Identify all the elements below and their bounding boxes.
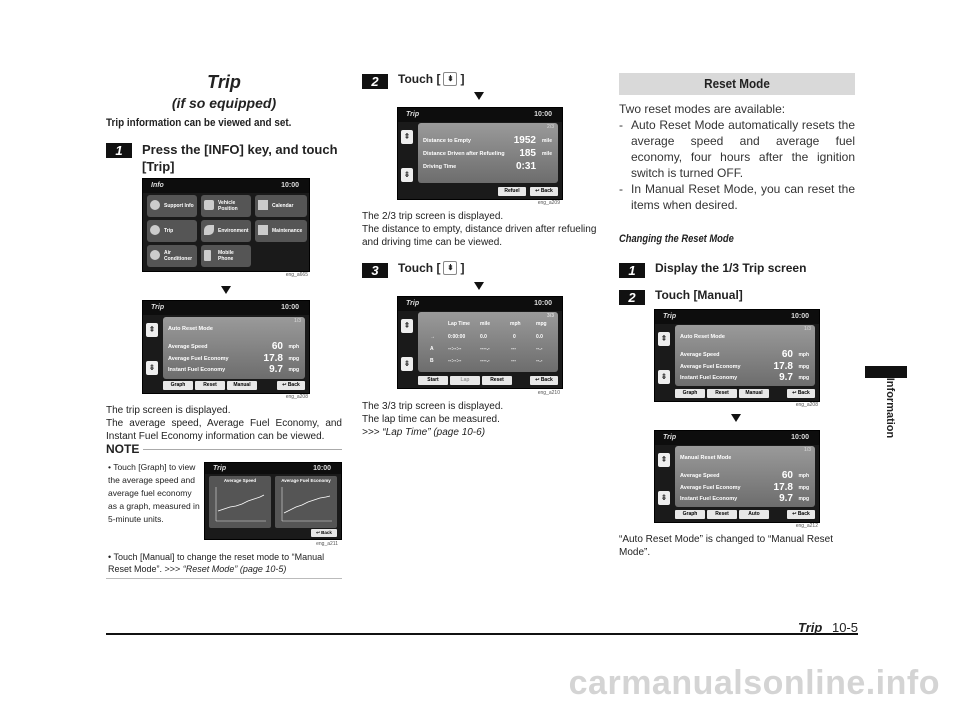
column-header: mile <box>480 321 491 327</box>
step-number: 2 <box>619 290 645 305</box>
back-label: Back <box>287 382 300 388</box>
scroll-up-button[interactable]: ⇞ <box>146 323 158 337</box>
column-header: mph <box>510 321 521 327</box>
refuel-button[interactable]: Refuel <box>498 187 526 196</box>
back-arrow-icon: ↩ <box>792 511 797 517</box>
screen-clock: 10:00 <box>281 304 299 311</box>
row-value: 9.7 <box>779 493 793 504</box>
row-value: 9.7 <box>269 364 283 375</box>
image-caption: eng_a208 <box>285 394 308 400</box>
paragraph: Two reset modes are available: <box>619 102 786 116</box>
row-label: Average Fuel Economy <box>168 356 229 362</box>
scroll-down-button[interactable]: ⇟ <box>658 491 670 505</box>
page-indicator: 3/3 <box>547 313 554 319</box>
row-unit: mpg <box>288 356 299 362</box>
row-label: Distance to Empty <box>423 138 471 144</box>
button-bar <box>675 510 769 519</box>
trip-info-panel <box>418 123 558 183</box>
note-text: Touch [Graph] to view the average speed and average fuel economy as a graph, measured in 5-minute units. <box>108 462 200 524</box>
manual-mode-description: “Auto Reset Mode” is changed to “Manual Reset Mode”. <box>619 534 833 558</box>
page-down-icon: ⇟ <box>443 261 457 275</box>
back-arrow-icon: ↩ <box>535 377 540 383</box>
table-cell: --- <box>511 358 516 364</box>
trip-info-panel <box>163 317 305 379</box>
note-label: NOTE <box>106 442 140 456</box>
graph-title: Average Fuel Economy <box>281 478 331 483</box>
side-tab-label: Information <box>884 377 896 439</box>
row-distance-after-refueling <box>418 148 558 159</box>
trip-screen-1-3 <box>142 300 310 394</box>
paragraph: The trip screen is displayed. <box>106 405 231 416</box>
table-row <box>418 358 558 367</box>
info-item-trip[interactable] <box>147 220 197 242</box>
back-button[interactable] <box>787 510 815 519</box>
screen-clock: 10:00 <box>534 111 552 118</box>
paragraph: The 2/3 trip screen is displayed. <box>362 211 504 222</box>
row-value: 17.8 <box>773 361 793 372</box>
down-arrow-icon <box>474 92 484 100</box>
row-label: Distance Driven after Refueling <box>423 151 505 157</box>
row-label: Average Fuel Economy <box>680 364 741 370</box>
screen-title: Trip <box>406 111 420 118</box>
graph-button[interactable]: Graph <box>675 510 705 519</box>
trip-screen-3-3 <box>397 296 563 389</box>
row-unit: mph <box>288 344 299 350</box>
footer-section: Trip <box>798 620 823 635</box>
info-item-air-conditioner[interactable] <box>147 245 197 267</box>
graph-button[interactable]: Graph <box>163 381 193 390</box>
info-item-label: Air Conditioner <box>164 250 193 262</box>
trip-screen-manual-reset <box>654 430 820 523</box>
table-cell: 0:00:00 <box>448 334 466 340</box>
subheading: Changing the Reset Mode <box>619 233 734 245</box>
back-label: Back <box>321 530 332 535</box>
image-caption: eng_a209 <box>537 200 560 206</box>
image-caption: eng_a212 <box>795 523 818 529</box>
down-arrow-icon <box>474 282 484 290</box>
lap-table-header <box>418 321 558 330</box>
lap-button[interactable]: Lap <box>450 376 480 385</box>
right-step-1 <box>619 261 806 278</box>
manual-button[interactable]: Manual <box>739 389 769 398</box>
trip-icon <box>150 225 160 235</box>
trip-info-panel <box>675 325 815 386</box>
row-value: 0:31 <box>515 161 536 172</box>
reset-button[interactable]: Reset <box>707 510 737 519</box>
intro-text: Trip information can be viewed and set. <box>106 117 292 129</box>
trip23-description <box>362 210 602 249</box>
step-text: Display the 1/3 Trip screen <box>655 261 807 275</box>
row-label: Average Fuel Economy <box>680 485 741 491</box>
bullet-icon: • <box>108 552 112 562</box>
image-caption: eng_a665 <box>285 272 308 278</box>
dash-marker: - <box>619 182 623 196</box>
row-average-fuel-economy <box>675 482 815 493</box>
step-number: 3 <box>362 263 388 278</box>
screen-header <box>655 431 819 445</box>
lap-time-link[interactable]: >>> “Lap Time” (page 10-6) <box>362 427 486 438</box>
image-caption: eng_a208 <box>795 402 818 408</box>
info-item-mobile-phone[interactable] <box>201 245 251 267</box>
back-label: Back <box>540 377 553 383</box>
screen-title: Trip <box>663 434 677 441</box>
wrench-icon <box>258 225 268 235</box>
dash-marker: - <box>619 118 623 132</box>
paragraph: The lap time can be measured. <box>362 414 500 425</box>
reset-button[interactable]: Reset <box>707 389 737 398</box>
image-caption: eng_a210 <box>537 390 560 396</box>
screen-title: Trip <box>213 465 227 472</box>
graph-left-panel <box>209 476 271 528</box>
row-unit: mph <box>798 473 809 479</box>
table-cell: --:--:-- <box>448 358 462 364</box>
table-cell: ----.- <box>480 346 490 352</box>
row-average-speed <box>675 349 815 360</box>
row-label: Driving Time <box>423 164 457 170</box>
row-label: Instant Fuel Economy <box>168 367 226 373</box>
column-header: Lap Time <box>448 321 470 327</box>
reset-mode-description <box>619 101 855 213</box>
row-unit: mpg <box>798 375 809 381</box>
table-cell: 0.0 <box>536 334 543 340</box>
step-text: Touch [ <box>398 261 441 275</box>
row-value: 60 <box>271 341 283 352</box>
page-indicator: 1/3 <box>804 326 811 332</box>
info-item-label: Vehicle Position <box>218 200 238 212</box>
section-heading-bar <box>619 73 855 95</box>
row-label: Instant Fuel Economy <box>680 375 738 381</box>
row-value: 60 <box>781 349 793 360</box>
step-1 <box>106 141 342 175</box>
note-divider <box>143 449 342 450</box>
back-arrow-icon: ↩ <box>282 382 287 388</box>
graph-title: Average Speed <box>223 478 257 483</box>
note-2 <box>108 551 342 575</box>
note-section <box>106 442 342 456</box>
row-driving-time <box>418 161 558 172</box>
step-3 <box>362 261 464 278</box>
back-button[interactable] <box>530 376 558 385</box>
row-value: 1952 <box>513 135 536 146</box>
average-speed-graph <box>212 485 268 525</box>
step-text: Press the [INFO] key, and touch [Trip] <box>142 142 338 174</box>
reset-button[interactable]: Reset <box>195 381 225 390</box>
screen-clock: 10:00 <box>534 300 552 307</box>
bullet-icon: • <box>108 462 111 472</box>
scroll-down-button[interactable]: ⇟ <box>146 361 158 375</box>
info-item-support-info[interactable] <box>147 195 197 217</box>
bullet-item <box>619 181 855 213</box>
info-item-label: Mobile Phone <box>218 250 234 262</box>
row-unit: mpg <box>798 485 809 491</box>
step-number: 2 <box>362 74 388 89</box>
page-down-icon: ⇟ <box>443 72 457 86</box>
row-label: Instant Fuel Economy <box>680 496 738 502</box>
info-item-label: Calendar <box>272 203 294 209</box>
scroll-up-button[interactable]: ⇞ <box>658 332 670 346</box>
info-item-vehicle-position[interactable] <box>201 195 251 217</box>
back-button[interactable] <box>277 381 305 390</box>
info-item-label: Support Info <box>164 203 194 209</box>
screen-title: Trip <box>663 313 677 320</box>
image-caption: eng_a211 <box>316 541 338 547</box>
table-cell: --:--:-- <box>448 346 462 352</box>
row-marker: A <box>430 346 434 352</box>
page-number: 10-5 <box>831 620 858 635</box>
step-text: Touch [ <box>398 72 441 86</box>
back-arrow-icon: ↩ <box>535 188 540 194</box>
note-1 <box>108 461 202 526</box>
reset-mode-label: Manual Reset Mode <box>680 455 732 461</box>
table-row <box>418 334 558 343</box>
button-bar <box>675 389 769 398</box>
screen-clock: 10:00 <box>313 465 331 472</box>
screen-clock: 10:00 <box>791 313 809 320</box>
row-label: Average Speed <box>680 473 720 479</box>
back-label: Back <box>540 188 553 194</box>
back-arrow-icon: ↩ <box>316 530 320 535</box>
row-average-speed <box>163 341 305 352</box>
trip-screen-description <box>106 404 342 443</box>
info-item-maintenance[interactable] <box>255 220 307 242</box>
bullet-text: Auto Reset Mode automatically resets the average speed and average fuel economy, four hours after the ignition switch is turned OFF. <box>631 118 855 180</box>
screen-title: Trip <box>151 304 165 311</box>
row-unit: mile <box>541 138 552 144</box>
screen-title: Trip <box>406 300 420 307</box>
paragraph: The 3/3 trip screen is displayed. <box>362 401 504 412</box>
trip-graph-screen <box>204 462 342 540</box>
trip-screen-1-3-auto <box>654 309 820 402</box>
reset-button[interactable]: Reset <box>482 376 512 385</box>
lap-table-panel <box>418 312 558 372</box>
screen-header <box>655 310 819 324</box>
row-instant-fuel-economy <box>675 493 815 504</box>
footer <box>700 620 858 635</box>
page-indicator: 2/3 <box>547 124 554 130</box>
step-text: ] <box>460 261 465 275</box>
row-unit: mpg <box>288 367 299 373</box>
row-label: Average Speed <box>680 352 720 358</box>
info-grid <box>147 195 307 269</box>
note-bottom-divider <box>106 578 342 579</box>
info-item-label: Maintenance <box>272 228 303 234</box>
info-item-label: Environment <box>218 228 249 234</box>
button-bar <box>418 376 512 385</box>
paragraph: The distance to empty, distance driven after refueling and driving time can be viewed. <box>362 224 597 248</box>
back-button[interactable] <box>311 529 337 537</box>
screen-header <box>205 463 341 474</box>
page-indicator: 1/3 <box>294 318 301 324</box>
scroll-down-button[interactable]: ⇟ <box>401 168 413 182</box>
trip-screen-2-3 <box>397 107 563 200</box>
vehicle-icon <box>204 200 214 210</box>
step-number: 1 <box>619 263 645 278</box>
scroll-down-button[interactable]: ⇟ <box>658 370 670 384</box>
graph-right-panel <box>275 476 337 528</box>
row-unit: mph <box>798 352 809 358</box>
screen-header <box>143 179 309 193</box>
step-text: ] <box>460 72 465 86</box>
fan-icon <box>150 250 160 260</box>
trip-info-panel <box>675 446 815 507</box>
screen-header <box>398 297 562 311</box>
back-button[interactable] <box>787 389 815 398</box>
paragraph: The average speed, Average Fuel Economy, and Instant Fuel Economy information can be viewed. <box>106 418 342 442</box>
scroll-up-button[interactable]: ⇞ <box>401 319 413 333</box>
section-heading: Reset Mode <box>704 76 770 91</box>
step-number: 1 <box>106 143 132 158</box>
row-value: 9.7 <box>779 372 793 383</box>
back-arrow-icon: ↩ <box>792 390 797 396</box>
page-title: Trip <box>207 72 241 92</box>
row-average-fuel-economy <box>675 361 815 372</box>
step-text: Touch [Manual] <box>655 288 743 302</box>
row-instant-fuel-economy <box>163 364 305 375</box>
row-label: Average Speed <box>168 344 208 350</box>
down-arrow-icon <box>221 286 231 294</box>
row-unit: mile <box>541 151 552 157</box>
page-indicator: 1/3 <box>804 447 811 453</box>
phone-icon <box>204 250 211 261</box>
calendar-icon <box>258 200 268 210</box>
screen-header <box>143 301 309 315</box>
info-item-label: Trip <box>164 228 174 234</box>
reset-mode-label: Auto Reset Mode <box>680 334 725 340</box>
info-menu-screen <box>142 178 310 272</box>
row-average-speed <box>675 470 815 481</box>
column-header: mpg <box>536 321 547 327</box>
manual-button[interactable]: Manual <box>227 381 257 390</box>
row-distance-to-empty <box>418 135 558 146</box>
down-arrow-icon <box>731 414 741 422</box>
row-value: 60 <box>781 470 793 481</box>
info-item-calendar[interactable] <box>255 195 307 217</box>
row-unit: mpg <box>798 364 809 370</box>
row-instant-fuel-economy <box>675 372 815 383</box>
bullet-text: In Manual Reset Mode, you can reset the items when desired. <box>631 182 855 212</box>
table-cell: 0 <box>513 334 516 340</box>
row-value: 17.8 <box>263 353 283 364</box>
average-fuel-economy-graph <box>278 485 334 525</box>
back-label: Back <box>797 390 810 396</box>
left-column <box>106 72 342 175</box>
back-button[interactable] <box>530 187 558 196</box>
back-label: Back <box>797 511 810 517</box>
row-value: 185 <box>519 148 536 159</box>
right-step-2 <box>619 288 743 305</box>
scroll-down-button[interactable]: ⇟ <box>401 357 413 371</box>
table-row <box>418 346 558 355</box>
row-value: 17.8 <box>773 482 793 493</box>
note-text: Touch [Manual] to change the reset mode to “Manual Reset Mode”. >>> <box>108 552 325 574</box>
page-subtitle: (if so equipped) <box>171 95 277 111</box>
leaf-icon <box>204 225 214 235</box>
screen-header <box>398 108 562 122</box>
screen-clock: 10:00 <box>281 182 299 189</box>
button-bar <box>163 381 257 390</box>
scroll-up-button[interactable]: ⇞ <box>401 130 413 144</box>
trip33-description <box>362 400 602 439</box>
row-average-fuel-economy <box>163 353 305 364</box>
start-button[interactable]: Start <box>418 376 448 385</box>
graph-button[interactable]: Graph <box>675 389 705 398</box>
bullet-item <box>619 117 855 181</box>
table-cell: --.- <box>536 358 543 364</box>
screen-title: Info <box>151 182 164 189</box>
reset-mode-label: Auto Reset Mode <box>168 326 213 332</box>
auto-button[interactable]: Auto <box>739 510 769 519</box>
row-marker: → <box>430 334 435 340</box>
table-cell: --.- <box>536 346 543 352</box>
row-marker: B <box>430 358 434 364</box>
row-unit: mpg <box>798 496 809 502</box>
screen-clock: 10:00 <box>791 434 809 441</box>
scroll-up-button[interactable]: ⇞ <box>658 453 670 467</box>
info-item-environment[interactable] <box>201 220 251 242</box>
step-2 <box>362 72 464 89</box>
table-cell: ----.- <box>480 358 490 364</box>
table-cell: --- <box>511 346 516 352</box>
watermark: carmanualsonline.info <box>568 664 940 702</box>
reset-mode-link[interactable]: “Reset Mode” (page 10-5) <box>182 564 287 574</box>
table-cell: 0.0 <box>480 334 487 340</box>
support-icon <box>150 200 160 210</box>
